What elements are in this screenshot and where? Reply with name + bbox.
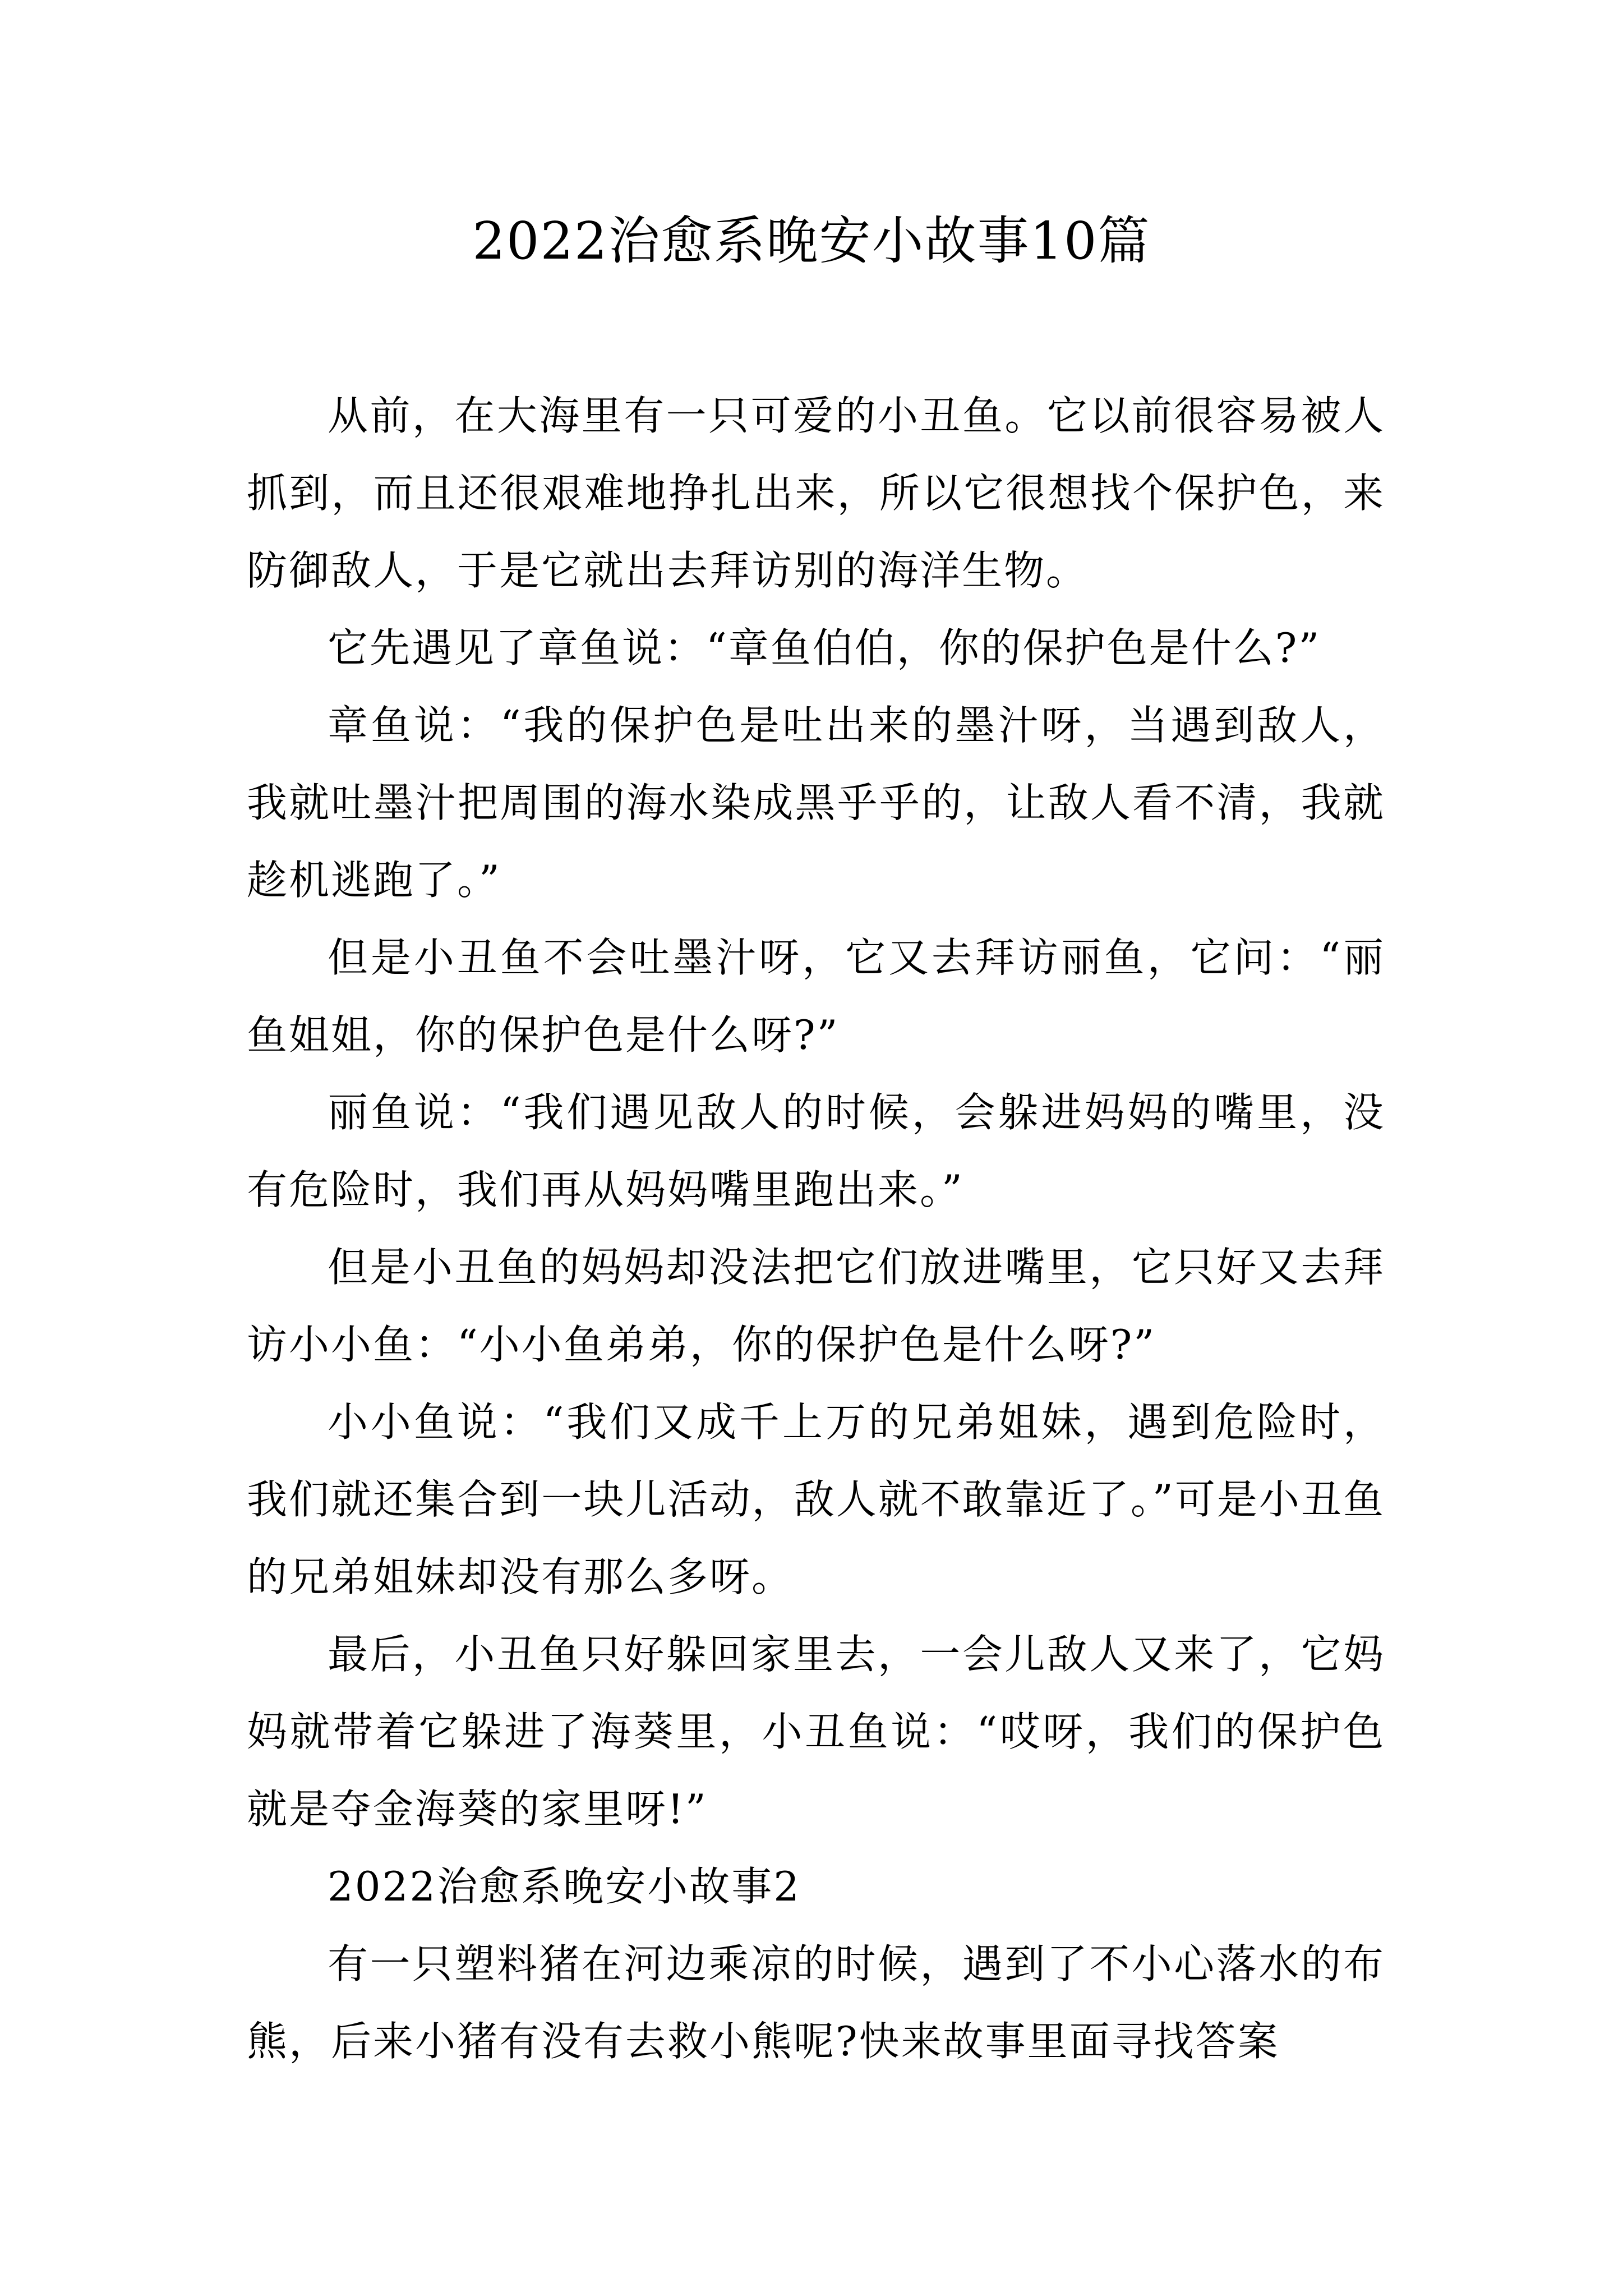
paragraph: 丽鱼说：“我们遇见敌人的时候，会躲进妈妈的嘴里，没有危险时，我们再从妈妈嘴里跑出来。” — [247, 1089, 1385, 1213]
paragraph: 有一只塑料猪在河边乘凉的时候，遇到了不小心落水的布熊，后来小猪有没有去救小熊呢?快来故事里面寻找答案 — [247, 1940, 1385, 2065]
paragraph: 但是小丑鱼不会吐墨汁呀，它又去拜访丽鱼，它问：“丽鱼姐姐，你的保护色是什么呀?” — [247, 934, 1385, 1059]
paragraph: 章鱼说：“我的保护色是吐出来的墨汁呀，当遇到敌人，我就吐墨汁把周围的海水染成黑乎乎的，让敌人看不清，我就趁机逃跑了。” — [247, 702, 1385, 904]
paragraph: 从前，在大海里有一只可爱的小丑鱼。它以前很容易被人抓到，而且还很艰难地挣扎出来，所以它很想找个保护色，来防御敌人，于是它就出去拜访别的海洋生物。 — [247, 392, 1385, 594]
paragraph: 它先遇见了章鱼说：“章鱼伯伯，你的保护色是什么?” — [328, 624, 1321, 671]
paragraph: 最后，小丑鱼只好躲回家里去，一会儿敌人又来了，它妈妈就带着它躲进了海葵里，小丑鱼说：“哎呀，我们的保护色就是夺金海葵的家里呀!” — [247, 1631, 1385, 1833]
story-body — [247, 377, 1385, 2080]
paragraph: 但是小丑鱼的妈妈却没法把它们放进嘴里，它只好又去拜访小小鱼：“小小鱼弟弟，你的保护色是什么呀?” — [247, 1244, 1385, 1368]
paragraph: 小小鱼说：“我们又成千上万的兄弟姐妹，遇到危险时，我们就还集合到一块儿活动，敌人就不敢靠近了。”可是小丑鱼的兄弟姐妹却没有那么多呀。 — [247, 1398, 1385, 1600]
page-title: 2022治愈系晚安小故事10篇 — [472, 211, 1151, 271]
section-heading: 2022治愈系晚安小故事2 — [328, 1863, 801, 1910]
